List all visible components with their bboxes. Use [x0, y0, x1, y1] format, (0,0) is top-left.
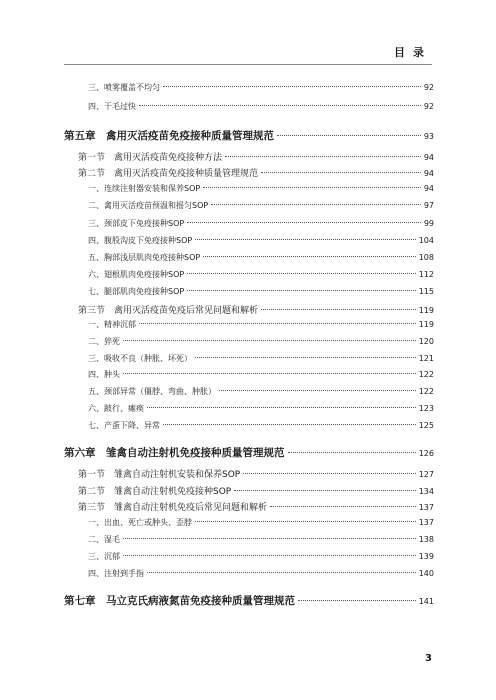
toc-section-entry[interactable]: [64, 303, 434, 316]
toc-section-entry[interactable]: [64, 150, 434, 163]
toc-item-entry[interactable]: [64, 369, 434, 380]
toc-item-entry[interactable]: [64, 218, 434, 229]
dot-leader: [298, 600, 416, 601]
dot-leader: [261, 172, 421, 173]
dot-leader: [123, 555, 416, 556]
toc-chapter-entry[interactable]: [64, 445, 434, 460]
toc-entry-page: 134: [418, 487, 434, 496]
toc-entry-title: 七、产蛋下降、异常: [88, 421, 160, 430]
toc-entry-title: 四、肿头: [88, 370, 120, 379]
dot-leader: [195, 239, 416, 240]
toc-entry-page: 120: [418, 337, 434, 346]
dot-leader: [123, 538, 416, 539]
toc-entry-title: 六、跛行、瘫痪: [88, 404, 144, 413]
toc-entry-title: 四、干毛过快: [88, 102, 136, 111]
toc-entry-title: 三、颈部皮下免疫接种SOP: [88, 219, 185, 228]
toc-entry-page: 121: [418, 354, 434, 363]
toc-item-entry[interactable]: [64, 568, 434, 579]
toc-item-entry[interactable]: [64, 101, 434, 112]
dot-leader: [163, 424, 416, 425]
toc-entry-page: 104: [418, 236, 434, 245]
toc-entry-title: 六、翅根肌肉免疫接种SOP: [88, 270, 185, 279]
toc-entry-title: 三、沉郁: [88, 552, 120, 561]
toc-item-entry[interactable]: [64, 517, 434, 528]
toc-entry-title: 五、颈部异常（僵脖、弯曲、肿胀）: [88, 387, 216, 396]
toc-entry-page: 108: [418, 253, 434, 262]
toc-item-entry[interactable]: [64, 286, 434, 297]
toc-item-entry[interactable]: [64, 183, 434, 194]
toc-item-entry[interactable]: [64, 403, 434, 414]
toc-entry-page: 140: [418, 569, 434, 578]
dot-leader: [203, 187, 421, 188]
toc-entry-title: 五、胸部浅层肌肉免疫接种SOP: [88, 253, 201, 262]
toc-entry-page: 138: [418, 535, 434, 544]
toc-entry-page: 126: [418, 449, 434, 458]
dot-leader: [203, 256, 416, 257]
toc-entry-page: 119: [418, 306, 434, 315]
toc-entry-title: 第一节 雏禽自动注射机安装和保养SOP: [78, 470, 241, 480]
toc-entry-page: 139: [418, 552, 434, 561]
toc-item-entry[interactable]: [64, 353, 434, 364]
toc-entry-page: 119: [418, 320, 434, 329]
dot-leader: [243, 473, 415, 474]
toc-item-entry[interactable]: [64, 319, 434, 330]
dot-leader: [147, 572, 416, 573]
toc-entry-page: 122: [418, 387, 434, 396]
toc-item-entry[interactable]: [64, 200, 434, 211]
toc-entry-page: 112: [418, 270, 434, 279]
dot-leader: [195, 521, 416, 522]
toc-entry-page: 94: [423, 153, 434, 162]
toc-item-entry[interactable]: [64, 336, 434, 347]
toc-section-entry[interactable]: [64, 500, 434, 513]
toc-entry-title: 第三节 禽用灭活疫苗免疫后常见问题和解析: [78, 306, 259, 316]
toc-item-entry[interactable]: [64, 534, 434, 545]
toc-entry-title: 第六章 雏禽自动注射机免疫接种质量管理规范: [64, 447, 285, 459]
dot-leader: [163, 86, 421, 87]
dot-leader: [288, 452, 416, 453]
toc-chapter-entry[interactable]: [64, 593, 434, 608]
toc-entry-title: 七、腿部肌肉免疫接种SOP: [88, 287, 185, 296]
toc-entry-page: 99: [423, 219, 434, 228]
toc-entry-page: 137: [418, 503, 434, 512]
dot-leader: [187, 222, 421, 223]
dot-leader: [123, 340, 416, 341]
toc-item-entry[interactable]: [64, 252, 434, 263]
toc-item-entry[interactable]: [64, 386, 434, 397]
page-number: 3: [425, 653, 432, 664]
toc-entry-title: 一、出血、死亡或肿头、歪脖: [88, 518, 192, 527]
toc-entry-page: 123: [418, 404, 434, 413]
toc-chapter-entry[interactable]: [64, 128, 434, 143]
toc-item-entry[interactable]: [64, 420, 434, 431]
toc-entry-page: 92: [423, 102, 434, 111]
toc-entry-page: 125: [418, 421, 434, 430]
toc-entry-title: 第五章 禽用灭活疫苗免疫接种质量管理规范: [64, 130, 274, 142]
dot-leader: [147, 407, 416, 408]
dot-leader: [195, 357, 416, 358]
toc-entry-page: 93: [423, 132, 434, 141]
toc-entry-page: 137: [418, 518, 434, 527]
toc-section-entry[interactable]: [64, 166, 434, 179]
toc-entry-page: 141: [418, 597, 434, 606]
toc-entry-title: 四、注射到手指: [88, 569, 144, 578]
dot-leader: [234, 490, 415, 491]
toc-item-entry[interactable]: [64, 235, 434, 246]
toc-item-entry[interactable]: [64, 82, 434, 93]
toc-entry-page: 115: [418, 287, 434, 296]
toc-entry-title: 三、喷雾覆盖不均匀: [88, 83, 160, 92]
toc-entry-page: 122: [418, 370, 434, 379]
toc-entry-title: 一、连续注射器安装和保养SOP: [88, 184, 201, 193]
dot-leader: [270, 506, 416, 507]
dot-leader: [187, 290, 416, 291]
toc-entry-title: 第三节 雏禽自动注射机免疫后常见问题和解析: [78, 503, 268, 513]
dot-leader: [139, 105, 421, 106]
dot-leader: [123, 373, 416, 374]
toc-entry-page: 97: [423, 201, 434, 210]
page-header-title: 目录: [394, 46, 432, 59]
toc-item-entry[interactable]: [64, 269, 434, 280]
toc-entry-title: 三、吸收不良（肿胀、坏死）: [88, 354, 192, 363]
toc-section-entry[interactable]: [64, 467, 434, 480]
dot-leader: [187, 273, 416, 274]
dot-leader: [277, 135, 421, 136]
dot-leader: [261, 309, 416, 310]
toc-entry-title: 第二节 禽用灭活疫苗免疫接种质量管理规范: [78, 169, 259, 179]
dot-leader: [139, 323, 416, 324]
toc-entry-title: 一、精神沉郁: [88, 320, 136, 329]
toc-entry-title: 四、腹股沟皮下免疫接种SOP: [88, 236, 193, 245]
toc-entry-page: 94: [423, 184, 434, 193]
toc-entry-title: 第二节 雏禽自动注射机免疫接种SOP: [78, 487, 232, 497]
dot-leader: [219, 390, 416, 391]
toc-entry-page: 127: [418, 470, 434, 479]
toc-entry-page: 92: [423, 83, 434, 92]
dot-leader: [225, 156, 421, 157]
toc-entry-title: 第一节 禽用灭活疫苗免疫接种方法: [78, 153, 223, 163]
toc-entry-page: 94: [423, 169, 434, 178]
toc-entry-title: 二、猝死: [88, 337, 120, 346]
toc-entry-title: 二、禽用灭活疫苗预温和摇匀SOP: [88, 201, 209, 210]
toc-section-entry[interactable]: [64, 484, 434, 497]
toc-entry-title: 二、湿毛: [88, 535, 120, 544]
toc-item-entry[interactable]: [64, 551, 434, 562]
dot-leader: [211, 204, 421, 205]
toc-entry-title: 第七章 马立克氏病液氮苗免疫接种质量管理规范: [64, 595, 295, 607]
header-divider: [64, 64, 432, 65]
